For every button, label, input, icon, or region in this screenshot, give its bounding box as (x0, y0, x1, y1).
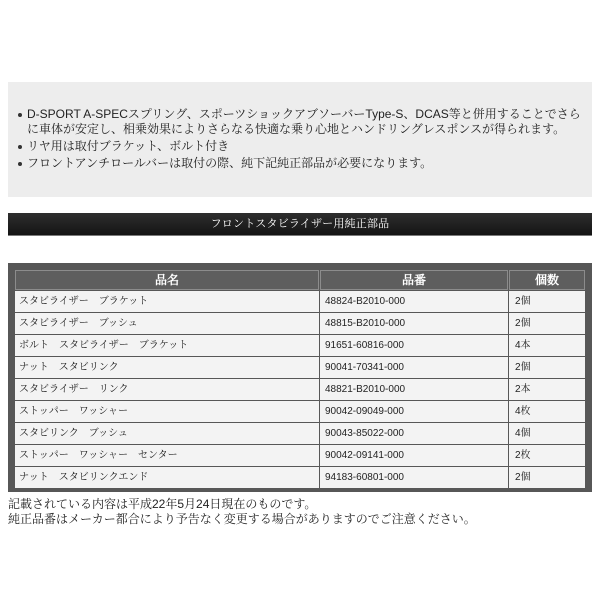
section-title: フロントスタビライザー用純正部品 (210, 218, 390, 230)
notes-list-item (27, 156, 588, 171)
note-text: D-SPORT A-SPECスプリング、スポーツショックアブソーバーType-S、DCAS等と併用することでさらに車体が安定し、相乗効果によりさらなる快適な乗り心地とハンドリングレスポンスが得られます。 (27, 107, 581, 136)
part-number-cell: 90041-70341-000 (320, 357, 508, 378)
part-number-cell: 90043-85022-000 (320, 423, 508, 444)
part-number-cell: 94183-60801-000 (320, 467, 508, 488)
part-name-cell: スタビライザー ブラケット (15, 291, 319, 312)
part-number-cell: 91651-60816-000 (320, 335, 508, 356)
table-header-row (15, 270, 585, 290)
part-number-cell: 90042-09141-000 (320, 445, 508, 466)
bullet-icon (18, 162, 22, 166)
footnote-part-number-notice: 純正品番はメーカー都合により予告なく変更する場合がありますのでご注意ください。 (8, 512, 476, 526)
note-text: リヤ用は取付ブラケット、ボルト付き (27, 139, 230, 153)
bullet-icon (18, 113, 22, 117)
column-header-part-name: 品名 (15, 270, 319, 290)
part-name-cell: スタビライザー リンク (15, 379, 319, 400)
part-name-cell: ストッパー ワッシャー センター (15, 445, 319, 466)
table-row (15, 467, 585, 488)
column-header-part-number: 品番 (320, 270, 508, 290)
parts-table-frame (8, 263, 592, 492)
notes-list-item (27, 139, 588, 154)
table-row (15, 357, 585, 378)
quantity-cell: 2個 (509, 291, 585, 312)
part-name-cell: スタビライザー ブッシュ (15, 313, 319, 334)
part-number-cell: 48824-B2010-000 (320, 291, 508, 312)
quantity-cell: 2個 (509, 467, 585, 488)
part-number-cell: 48815-B2010-000 (320, 313, 508, 334)
part-number-cell: 90042-09049-000 (320, 401, 508, 422)
table-row (15, 335, 585, 356)
part-name-cell: ストッパー ワッシャー (15, 401, 319, 422)
notes-list-item (27, 107, 588, 137)
quantity-cell: 2枚 (509, 445, 585, 466)
product-notes-box (8, 82, 592, 197)
table-row (15, 379, 585, 400)
quantity-cell: 2本 (509, 379, 585, 400)
quantity-cell: 4枚 (509, 401, 585, 422)
footnotes (8, 497, 592, 527)
quantity-cell: 4個 (509, 423, 585, 444)
column-header-quantity: 個数 (509, 270, 585, 290)
note-text: フロントアンチロールバーは取付の際、純下記純正部品が必要になります。 (27, 156, 433, 170)
part-name-cell: スタビリンク ブッシュ (15, 423, 319, 444)
table-row (15, 291, 585, 312)
part-name-cell: ボルト スタビライザー ブラケット (15, 335, 319, 356)
table-row (15, 401, 585, 422)
part-number-cell: 48821-B2010-000 (320, 379, 508, 400)
bullet-icon (18, 145, 22, 149)
quantity-cell: 2個 (509, 313, 585, 334)
quantity-cell: 2個 (509, 357, 585, 378)
footnote-date: 記載されている内容は平成22年5月24日現在のものです。 (8, 497, 317, 511)
part-name-cell: ナット スタビリンクエンド (15, 467, 319, 488)
notes-list (27, 107, 588, 171)
parts-table (14, 269, 586, 489)
quantity-cell: 4本 (509, 335, 585, 356)
table-row (15, 445, 585, 466)
table-row (15, 313, 585, 334)
table-row (15, 423, 585, 444)
section-title-bar (8, 213, 592, 236)
part-name-cell: ナット スタビリンク (15, 357, 319, 378)
